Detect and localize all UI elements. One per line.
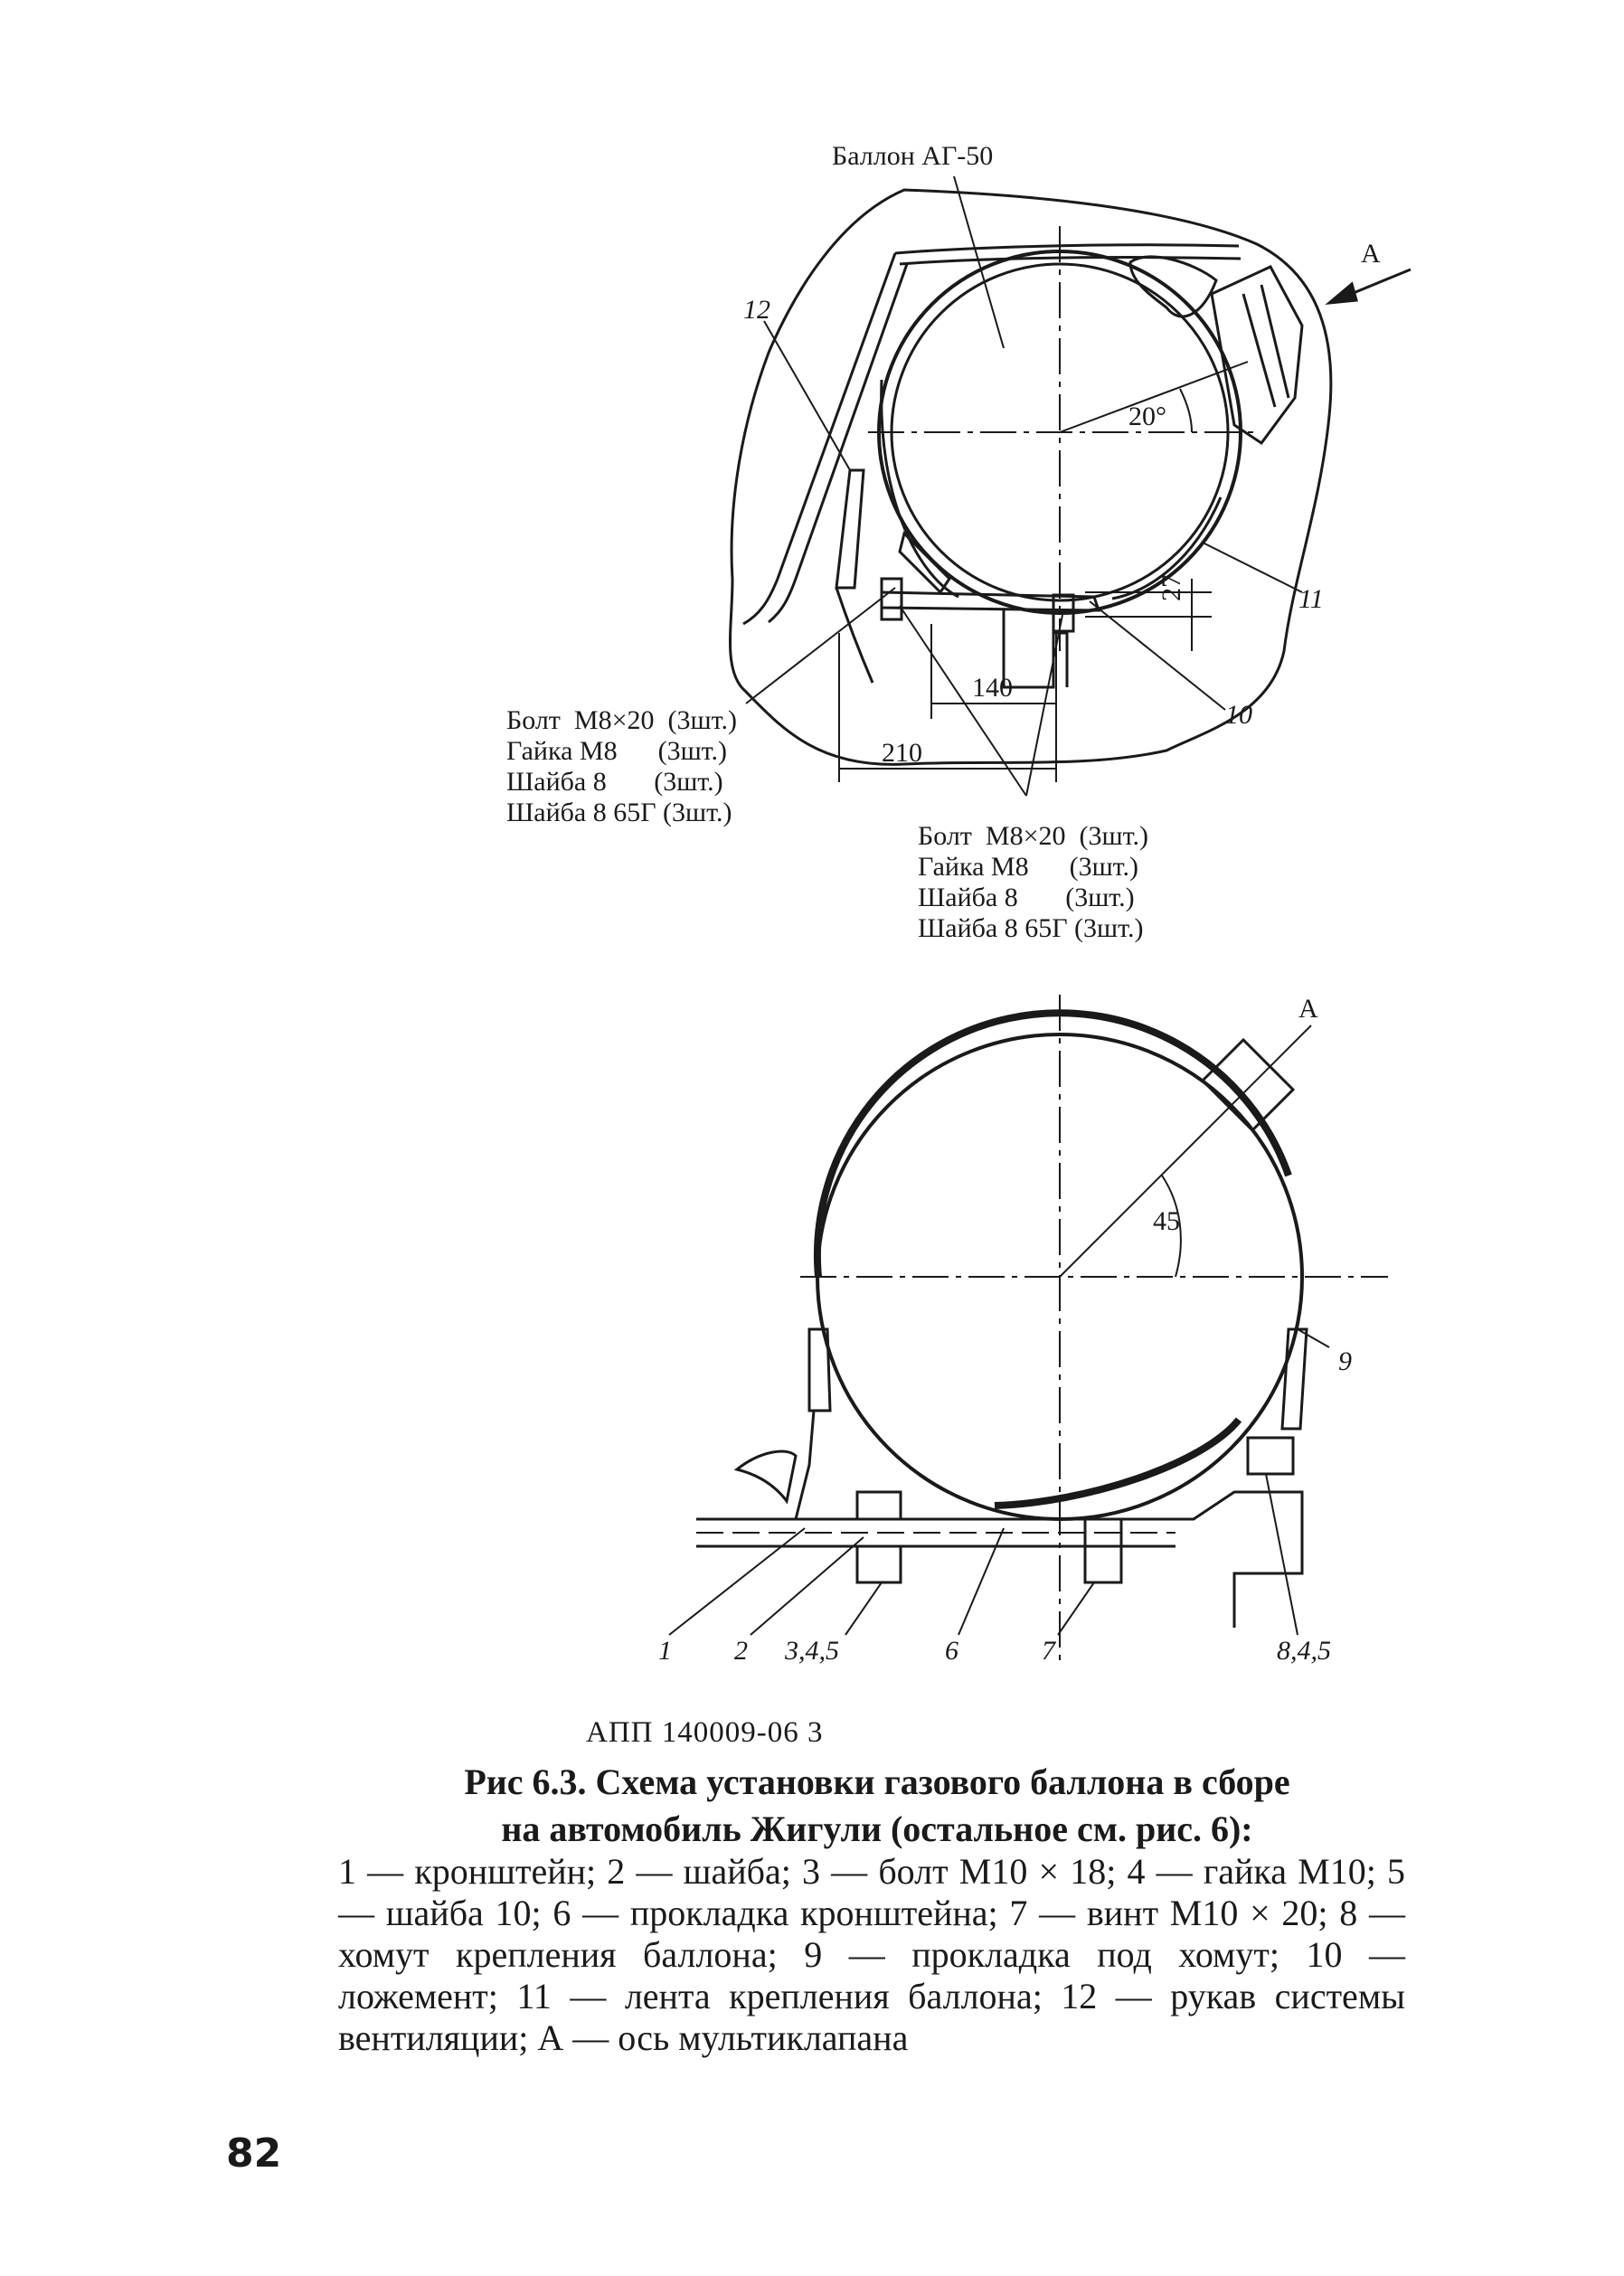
view-arrow-head [1329,284,1356,303]
leader-fasteners-left [746,588,895,704]
balloon-label: Баллон АГ-50 [832,141,994,171]
callout-12: 12 [743,295,770,325]
section-axis-label: А [1298,994,1318,1024]
figure-legend: 1 — кронштейн; 2 — шайба; 3 — болт М10 × 18; 4 — гайка М10; 5 — шайба 10; 6 — прокладка кронштейна; 7 — винт М10 × 20; 8 — хомут крепления баллона; 9 — прокладка под хомут; 10 — ложемент; 11 — лента крепления баллона; 12 — рукав системы вентиляции; А — ось мультиклапана [338,1851,1405,2058]
trunk-outline [731,190,1331,764]
callout-8-4-5: 8,4,5 [1277,1636,1331,1666]
callout-11: 11 [1298,584,1324,614]
nut-3-4-5 [857,1546,901,1582]
callout-3-4-5: 3,4,5 [785,1636,839,1666]
fastener-left-line: Шайба 8 65Г (3шт.) [506,798,732,827]
figure-title-line-1: Рис 6.3. Схема установки газового баллона в сборе [464,1761,1290,1802]
left-clamp [796,1329,830,1519]
hose-12 [836,470,873,683]
valve-axis-45 [1060,1025,1311,1277]
fastener-right-line: Шайба 8 65Г (3шт.) [918,913,1144,943]
screw-7 [1085,1546,1121,1582]
figure-title-line-2: на автомобиль Жигули (остальное см. рис. 6): [501,1809,1253,1849]
angle-20-arc [1180,389,1192,432]
lodgement-10 [1004,610,1067,687]
leader-6 [958,1528,1004,1635]
leader-9 [1298,1329,1329,1347]
fasteners-left-list [506,705,737,827]
view-arrow-label: А [1361,239,1381,269]
dim-140-label: 140 [972,673,1013,703]
bracket-1 [796,1492,1302,1628]
drawing-reference: АПП 140009-06 3 [586,1716,824,1749]
fastener-left-line: Болт М8×20 (3шт.) [506,705,737,735]
leader-3-4-5 [845,1582,882,1635]
fastener-left-line: Шайба 8 (3шт.) [506,767,723,797]
section-valve-box [1203,1040,1293,1130]
callout-1: 1 [658,1636,672,1666]
leader-2 [751,1537,864,1635]
fastener-right-line: Гайка М8 (3шт.) [918,852,1139,882]
left-clamp-hook [737,1451,796,1501]
bolt-left [882,579,902,619]
fastener-right-line: Болт М8×20 (3шт.) [918,821,1148,851]
right-clamp-nut [1248,1438,1293,1474]
leader-1 [669,1528,805,1635]
fasteners-right-list [918,821,1148,943]
angle-45-label: 45 [1153,1206,1180,1236]
section-strap [817,1013,1289,1277]
callout-9: 9 [1338,1346,1352,1376]
dim-27-label: 27 [1157,574,1186,601]
multivalve-rib-2 [1261,285,1289,398]
multivalve-rib-1 [1243,294,1275,407]
callout-10: 10 [1225,700,1252,730]
strap-band-11 [882,380,1221,599]
fastener-left-line: Гайка М8 (3шт.) [506,736,728,766]
callout-6: 6 [945,1636,958,1666]
callout-7: 7 [1042,1636,1055,1666]
section-strap-lower [995,1420,1239,1506]
page-number: 82 [226,2130,282,2177]
leader-11 [1203,543,1302,592]
leader-12 [764,321,850,470]
bolt-3-4-5 [857,1492,901,1519]
fastener-right-line: Шайба 8 (3шт.) [918,883,1135,912]
angle-20-label: 20° [1128,401,1166,431]
top-view [731,176,1412,796]
leader-7 [1058,1582,1094,1635]
leader-8-4-5 [1266,1474,1298,1635]
dim-210-label: 210 [882,738,922,768]
figure-title [344,1759,1411,1853]
section-view [669,995,1388,1664]
callout-2: 2 [734,1636,748,1666]
